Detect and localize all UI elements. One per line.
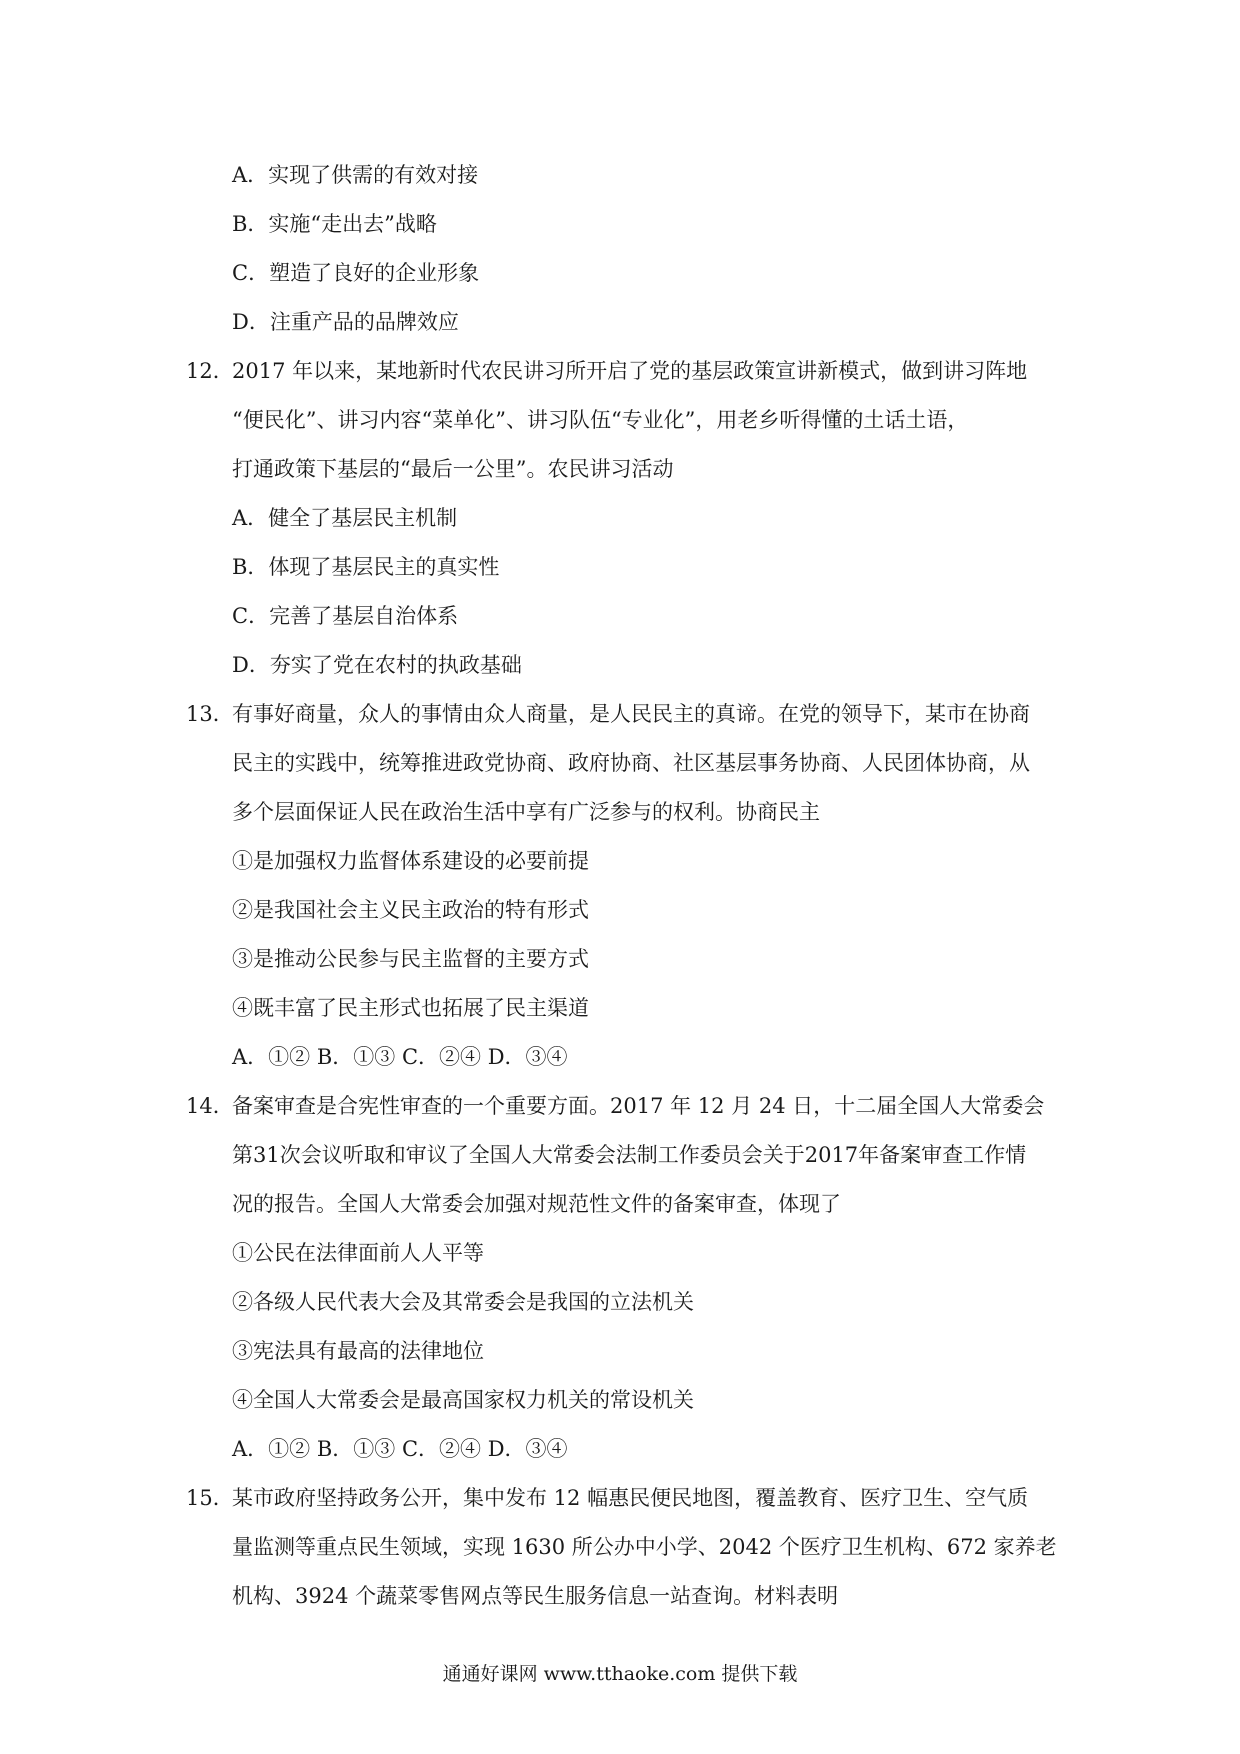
q13-answers: A．①② B．①③ C．②④ D．③④: [232, 1045, 568, 1069]
q13-stem-line-1: 有事好商量，众人的事情由众人商量，是人民民主的真谛。在党的领导下，某市在协商: [232, 702, 1030, 726]
q13-stem-line-2: 民主的实践中，统筹推进政党协商、政府协商、社区基层事务协商、人民团体协商，从: [232, 751, 1030, 775]
q15-stem-line-1: 某市政府坚持政务公开，集中发布 12 幅惠民便民地图，覆盖教育、医疗卫生、空气质: [232, 1486, 1029, 1510]
q13-item-1: ①是加强权力监督体系建设的必要前提: [232, 849, 589, 873]
q14-stem-line-2: 第31次会议听取和审议了全国人大常委会法制工作委员会关于2017年备案审查工作情: [232, 1143, 1027, 1167]
q12-stem-line-2: “便民化”、讲习内容“菜单化”、讲习队伍“专业化”，用老乡听得懂的土话土语，: [232, 408, 969, 432]
q14-item-1: ①公民在法律面前人人平等: [232, 1241, 484, 1265]
q13-item-4: ④既丰富了民主形式也拓展了民主渠道: [232, 996, 589, 1020]
q11-option-d: D．注重产品的品牌效应: [232, 310, 459, 334]
q12-option-d: D．夯实了党在农村的执政基础: [232, 653, 522, 677]
q15-number: 15．: [186, 1486, 234, 1510]
q13-stem-line-3: 多个层面保证人民在政治生活中享有广泛参与的权利。协商民主: [232, 800, 820, 824]
q12-option-a: A．健全了基层民主机制: [232, 506, 458, 530]
page-footer: 通通好课网 www.tthaoke.com 提供下载: [442, 1663, 798, 1685]
q11-option-b: B．实施“走出去”战略: [232, 212, 437, 236]
q12-option-c: C．完善了基层自治体系: [232, 604, 459, 628]
q14-item-2: ②各级人民代表大会及其常委会是我国的立法机关: [232, 1290, 694, 1314]
q12-stem-line-3: 打通政策下基层的“最后一公里”。农民讲习活动: [232, 457, 674, 481]
q14-item-4: ④全国人大常委会是最高国家权力机关的常设机关: [232, 1388, 694, 1412]
q15-stem-line-2: 量监测等重点民生领域，实现 1630 所公办中小学、2042 个医疗卫生机构、672 家养老: [232, 1535, 1057, 1559]
q13-item-3: ③是推动公民参与民主监督的主要方式: [232, 947, 589, 971]
q11-option-c: C．塑造了良好的企业形象: [232, 261, 480, 285]
q11-option-a: A．实现了供需的有效对接: [232, 163, 479, 187]
q14-stem-line-1: 备案审查是合宪性审查的一个重要方面。2017 年 12 月 24 日，十二届全国人大常委会: [232, 1094, 1045, 1118]
q13-item-2: ②是我国社会主义民主政治的特有形式: [232, 898, 589, 922]
q14-answers: A．①② B．①③ C．②④ D．③④: [232, 1437, 568, 1461]
q12-number: 12．: [186, 359, 234, 383]
q15-stem-line-3: 机构、3924 个蔬菜零售网点等民生服务信息一站查询。材料表明: [232, 1584, 839, 1608]
q12-option-b: B．体现了基层民主的真实性: [232, 555, 500, 579]
q14-stem-line-3: 况的报告。全国人大常委会加强对规范性文件的备案审查，体现了: [232, 1192, 841, 1216]
q12-stem-line-1: 2017 年以来，某地新时代农民讲习所开启了党的基层政策宣讲新模式，做到讲习阵地: [232, 359, 1028, 383]
q14-item-3: ③宪法具有最高的法律地位: [232, 1339, 484, 1363]
q13-number: 13．: [186, 702, 234, 726]
q14-number: 14．: [186, 1094, 234, 1118]
